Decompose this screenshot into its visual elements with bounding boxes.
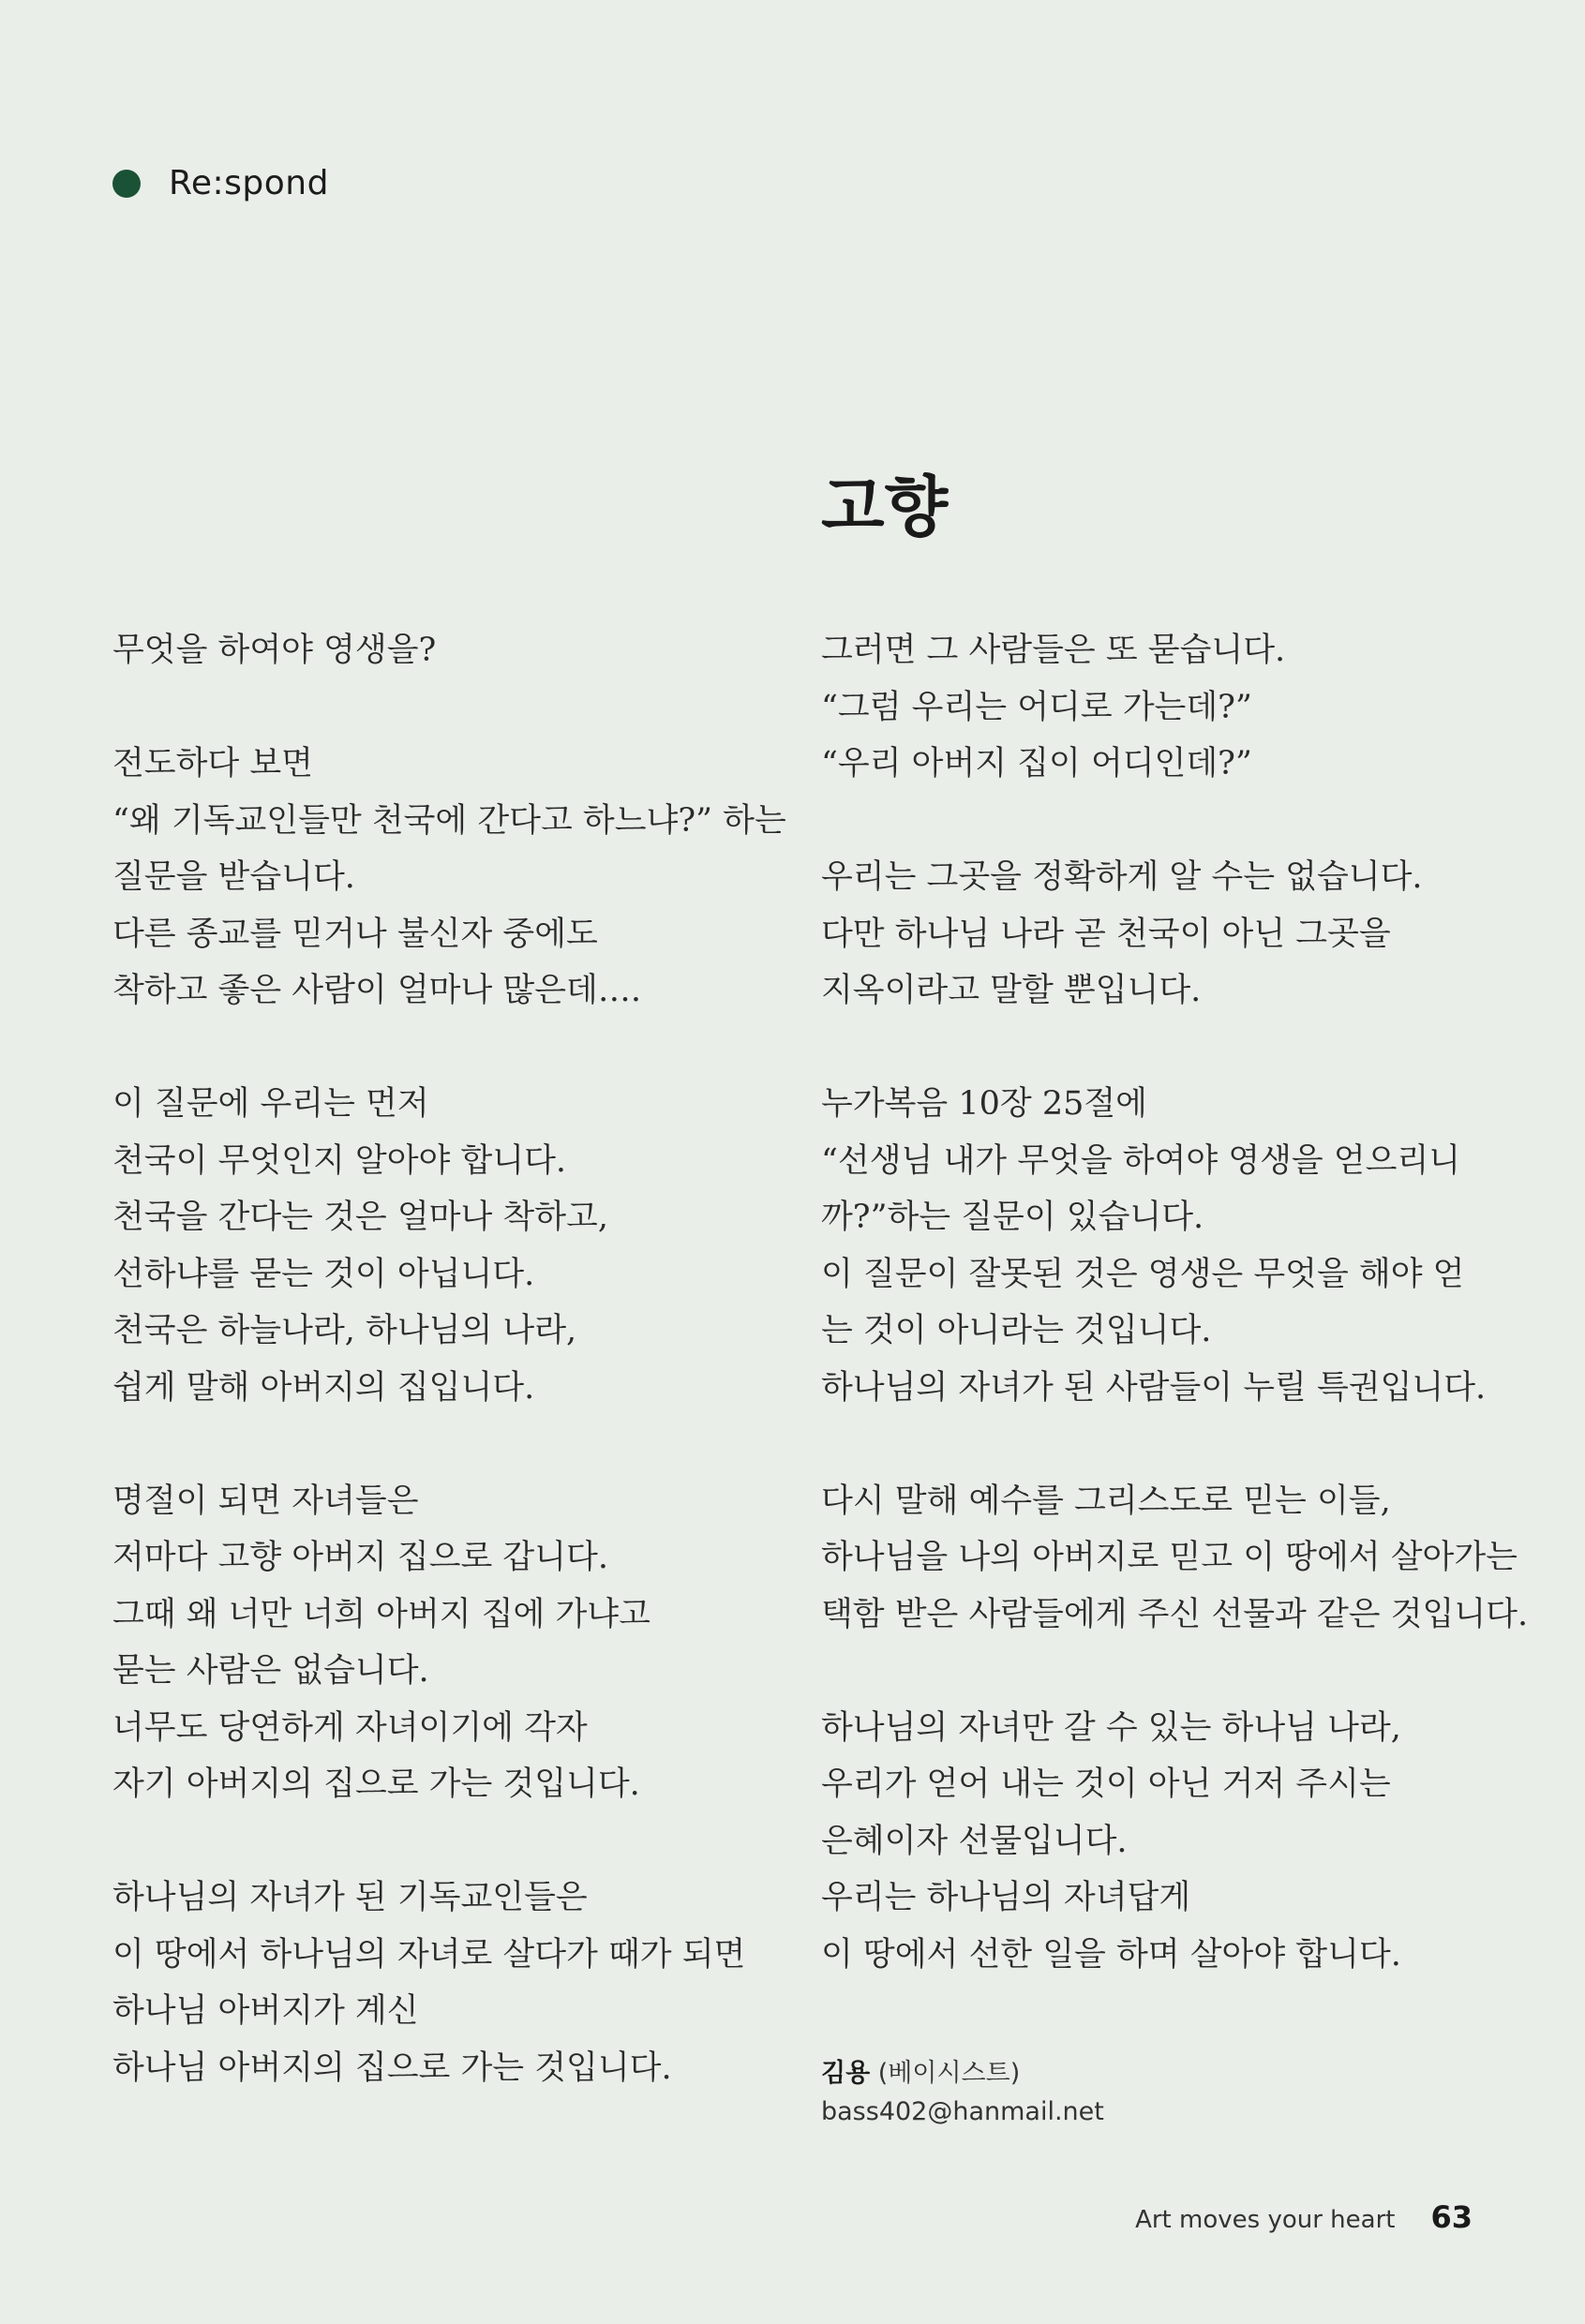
text-line: “우리 아버지 집이 어디인데?” bbox=[821, 745, 1252, 782]
text-line: 자기 아버지의 집으로 가는 것입니다. bbox=[112, 1765, 640, 1803]
text-line: 누가복음 10장 25절에 bbox=[821, 1085, 1147, 1123]
text-line: 묻는 사람은 없습니다. bbox=[112, 1652, 429, 1690]
text-line: 이 질문에 우리는 먼저 bbox=[112, 1085, 429, 1123]
text-line: 택함 받은 사람들에게 주신 선물과 같은 것입니다. bbox=[821, 1595, 1529, 1633]
text-line: 이 땅에서 선한 일을 하며 살아야 합니다. bbox=[821, 1935, 1401, 1974]
section-label: Re:spond bbox=[169, 164, 329, 202]
text-line: 천국을 간다는 것은 얼마나 착하고, bbox=[112, 1199, 608, 1236]
text-line: 다른 종교를 믿거나 불신자 중에도 bbox=[112, 915, 598, 953]
footer-tagline: Art moves your heart bbox=[1135, 2206, 1396, 2234]
page-footer bbox=[1135, 2199, 1473, 2235]
article-title: 고향 bbox=[821, 469, 949, 545]
paragraph bbox=[821, 1700, 1482, 1984]
text-line: 하나님 아버지가 계신 bbox=[112, 1992, 419, 2030]
text-line: 선하냐를 묻는 것이 아닙니다. bbox=[112, 1255, 535, 1293]
paragraph bbox=[112, 1473, 769, 1813]
text-line: 착하고 좋은 사람이 얼마나 많은데…. bbox=[112, 972, 641, 1009]
text-line: 이 질문이 잘못된 것은 영생은 무엇을 해야 얻 bbox=[821, 1255, 1465, 1293]
paragraph bbox=[821, 1473, 1529, 1644]
author-role: (베이시스트) bbox=[877, 2059, 1021, 2088]
text-line: 명절이 되면 자녀들은 bbox=[112, 1482, 419, 1520]
text-line: “선생님 내가 무엇을 하여야 영생을 얻으리니 bbox=[821, 1141, 1461, 1180]
paragraph bbox=[821, 622, 1482, 793]
text-line: 저마다 고향 아버지 집으로 갑니다. bbox=[112, 1539, 608, 1576]
text-line: 하나님의 자녀가 된 사람들이 누릴 특권입니다. bbox=[821, 1368, 1487, 1407]
text-line: 하나님의 자녀가 된 기독교인들은 bbox=[112, 1879, 588, 1916]
text-line: 하나님을 나의 아버지로 믿고 이 땅에서 살아가는 bbox=[821, 1539, 1518, 1576]
text-line: 하나님의 자녀만 갈 수 있는 하나님 나라, bbox=[821, 1708, 1401, 1747]
author-name: 김용 bbox=[821, 2059, 871, 2088]
text-line: 지옥이라고 말할 뿐입니다. bbox=[821, 972, 1202, 1009]
paragraph bbox=[112, 1076, 769, 1416]
text-line: 그때 왜 너만 너희 아버지 집에 가냐고 bbox=[112, 1595, 650, 1633]
text-line: 는 것이 아니라는 것입니다. bbox=[821, 1312, 1212, 1349]
text-line: 이 땅에서 하나님의 자녀로 살다가 때가 되면 bbox=[112, 1935, 746, 1974]
paragraph bbox=[112, 622, 769, 679]
text-line: 하나님 아버지의 집으로 가는 것입니다. bbox=[112, 2048, 672, 2087]
text-line: 너무도 당연하게 자녀이기에 각자 bbox=[112, 1708, 588, 1747]
right-column bbox=[821, 622, 1529, 1983]
section-tag bbox=[112, 164, 329, 202]
text-line: 다시 말해 예수를 그리스도로 믿는 이들, bbox=[821, 1482, 1391, 1520]
text-line: 은혜이자 선물입니다. bbox=[821, 1822, 1128, 1860]
paragraph bbox=[112, 736, 786, 1020]
text-line: 무엇을 하여야 영생을? bbox=[112, 632, 437, 669]
text-line: 천국이 무엇인지 알아야 합니다. bbox=[112, 1141, 567, 1180]
author-byline bbox=[821, 2054, 1104, 2131]
text-line: 그러면 그 사람들은 또 묻습니다. bbox=[821, 632, 1286, 669]
text-line: 천국은 하늘나라, 하나님의 나라, bbox=[112, 1312, 577, 1349]
text-line: 까?”하는 질문이 있습니다. bbox=[821, 1199, 1204, 1236]
text-line: 우리는 그곳을 정확하게 알 수는 없습니다. bbox=[821, 858, 1423, 896]
paragraph bbox=[821, 1076, 1487, 1416]
text-line: “왜 기독교인들만 천국에 간다고 하느냐?” 하는 bbox=[112, 801, 786, 840]
text-line: 질문을 받습니다. bbox=[112, 858, 355, 896]
text-line: 전도하다 보면 bbox=[112, 745, 313, 782]
author-email: bass402@hanmail.net bbox=[821, 2097, 1104, 2126]
paragraph bbox=[112, 1870, 769, 2096]
left-column bbox=[112, 622, 786, 2096]
section-dot-icon bbox=[112, 170, 141, 198]
text-line: 쉽게 말해 아버지의 집입니다. bbox=[112, 1368, 535, 1407]
text-line: “그럼 우리는 어디로 가는데?” bbox=[821, 688, 1252, 726]
text-line: 우리가 얻어 내는 것이 아닌 거저 주시는 bbox=[821, 1765, 1391, 1803]
paragraph bbox=[821, 849, 1482, 1020]
page-number: 63 bbox=[1430, 2199, 1473, 2235]
text-line: 우리는 하나님의 자녀답게 bbox=[821, 1879, 1191, 1916]
text-line: 다만 하나님 나라 곧 천국이 아닌 그곳을 bbox=[821, 915, 1391, 953]
